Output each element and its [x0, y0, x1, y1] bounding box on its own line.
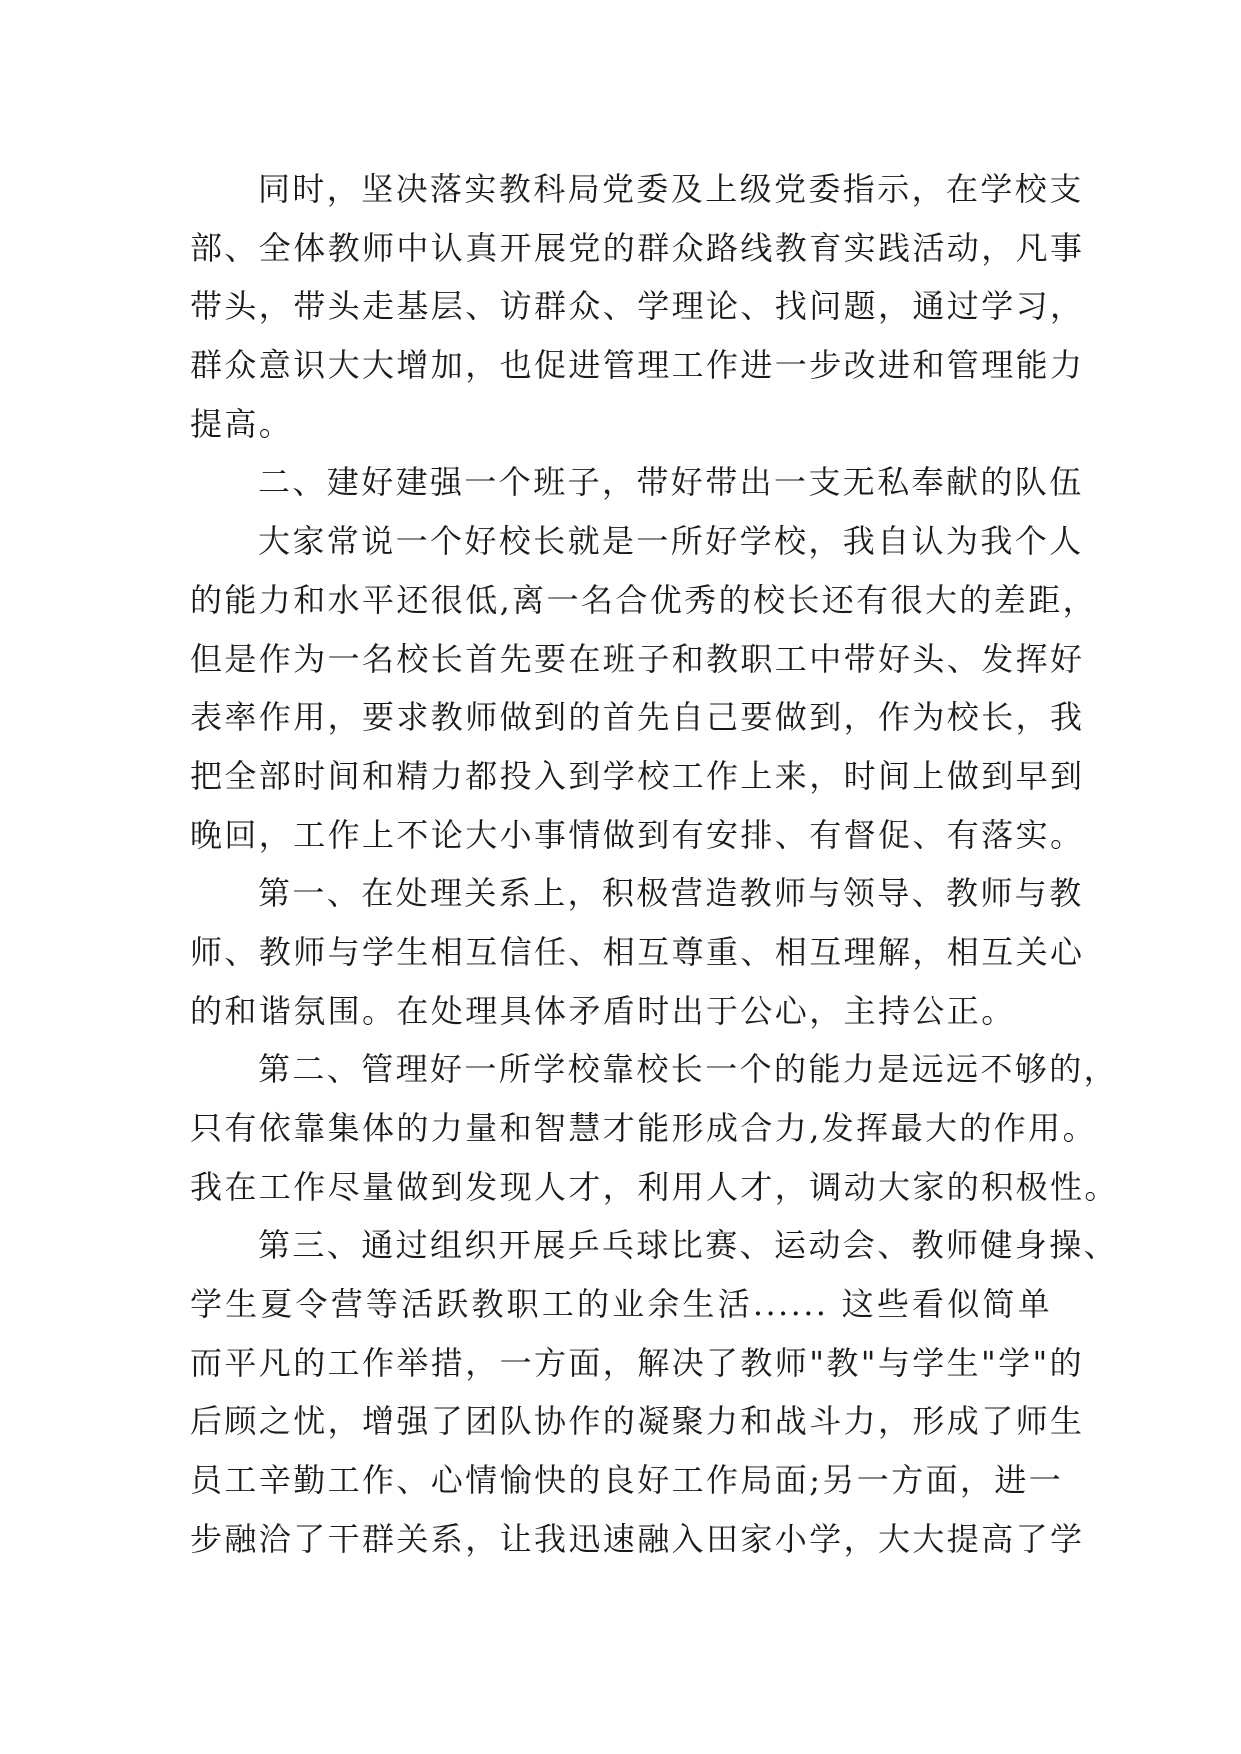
paragraph-line: 同时，坚决落实教科局党委及上级党委指示，在学校支 — [258, 170, 1084, 208]
paragraph-line: 而平凡的工作举措，一方面，解决了教师"教"与学生"学"的 — [190, 1343, 1085, 1382]
paragraph-line: 表率作用，要求教师做到的首先自己要做到，作为校长，我 — [190, 698, 1085, 737]
paragraph-line: 第一、在处理关系上，积极营造教师与领导、教师与教 — [258, 874, 1084, 913]
paragraph-line: 我在工作尽量做到发现人才，利用人才，调动大家的积极性。 — [190, 1167, 1119, 1206]
paragraph-line: 师、教师与学生相互信任、相互尊重、相互理解，相互关心 — [190, 932, 1085, 971]
paragraph-line: 后顾之忧，增强了团队协作的凝聚力和战斗力，形成了师生 — [190, 1402, 1085, 1441]
paragraph-line: 员工辛勤工作、心情愉快的良好工作局面;另一方面，进一 — [190, 1461, 1064, 1500]
document-body — [190, 160, 1119, 1569]
paragraph-line: 步融洽了干群关系，让我迅速融入田家小学，大大提高了学 — [190, 1519, 1085, 1558]
paragraph-line: 群众意识大大增加，也促进管理工作进一步改进和管理能力 — [190, 346, 1085, 385]
paragraph-line: 把全部时间和精力都投入到学校工作上来，时间上做到早到 — [190, 756, 1085, 795]
paragraph-line: 大家常说一个好校长就是一所好学校，我自认为我个人 — [258, 522, 1084, 561]
paragraph-line: 提高。 — [190, 404, 294, 443]
paragraph-line: 的和谐氛围。在处理具体矛盾时出于公心，主持公正。 — [190, 991, 1016, 1030]
paragraph-line: 带头，带头走基层、访群众、学理论、找问题，通过学习， — [190, 287, 1085, 326]
section-heading: 二、建好建强一个班子，带好带出一支无私奉献的队伍 — [258, 463, 1084, 502]
paragraph-line: 的能力和水平还很低,离一名合优秀的校长还有很大的差距， — [190, 580, 1097, 619]
paragraph-line: 第三、通过组织开展乒乓球比赛、运动会、教师健身操、 — [258, 1226, 1119, 1265]
paragraph-line: 只有依靠集体的力量和智慧才能形成合力,发挥最大的作用。 — [190, 1109, 1097, 1147]
paragraph-line: 第二、管理好一所学校靠校长一个的能力是远远不够的， — [258, 1050, 1119, 1089]
paragraph-line: 部、全体教师中认真开展党的群众路线教育实践活动，凡事 — [190, 228, 1085, 267]
paragraph-line: 学生夏令营等活跃教职工的业余生活...... 这些看似简单 — [190, 1285, 1052, 1324]
paragraph-line: 晚回，工作上不论大小事情做到有安排、有督促、有落实。 — [190, 815, 1085, 854]
paragraph-line: 但是作为一名校长首先要在班子和教职工中带好头、发挥好 — [190, 639, 1085, 678]
